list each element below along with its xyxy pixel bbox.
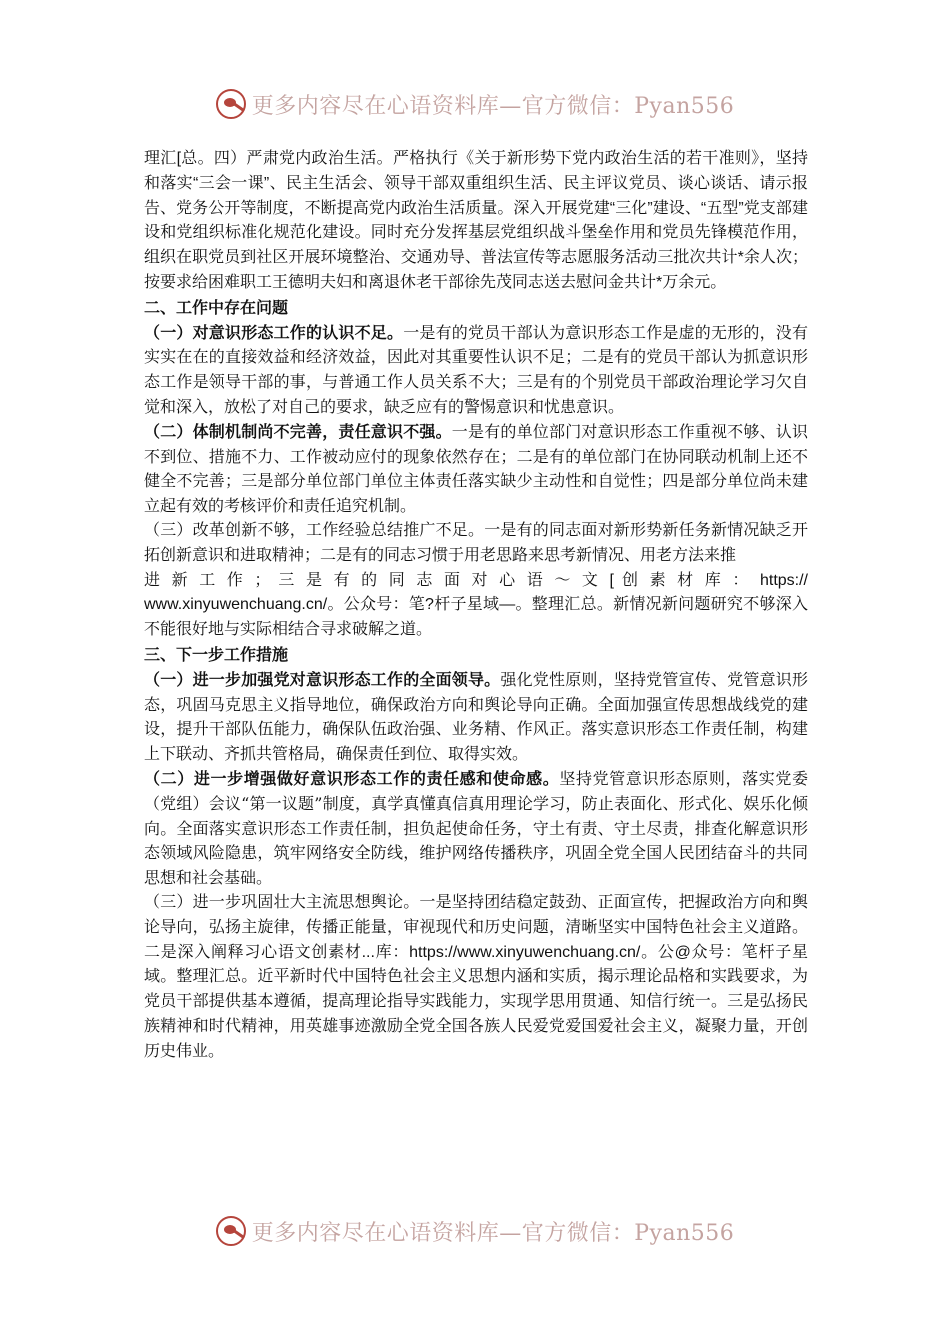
paragraph-lead: （二）体制机制尚不完善，责任意识不强。 <box>144 421 452 441</box>
brand-logo-icon <box>216 1216 246 1246</box>
paragraph-body: 强化党性原则，坚持党管宣传、党管意识形态，巩固马克思主义指导地位，确保政治方向和舆论导向正确。全面加强宣传思想战线党的建设，提升干部队伍能力，确保队伍政治强、业务精、作风正。落实意识形态工作责任制，构建上下联动、齐抓共管格局，确保责任到位、取得实效。 <box>144 669 808 764</box>
section-2-paragraph-3 <box>144 519 808 643</box>
section-2-heading: 二、工作中存在问题 <box>144 297 289 317</box>
section-2-paragraph-2 <box>144 420 808 519</box>
footer-watermark <box>0 1211 950 1251</box>
paragraph-line: www.xinyuwenchuang.cn/。公众号：笔?杆子星域—。整理汇总。新情况新问题研究不够深入不能很好地与实际相结合寻求破解之道。 <box>144 596 808 639</box>
paragraph-lead: （一）对意识形态工作的认识不足。 <box>144 322 404 342</box>
section-3-paragraph-3: （三）进一步巩固壮大主流思想舆论。一是坚持团结稳定鼓劲、正面宣传，把握政治方向和舆论导向，弘扬主旋律，传播正能量，审视现代和历史问题，清晰坚实中国特色社会主义道路。二是深入阐释习心语文创素材...库：https://www.xinyuwenchuang.cn/。公@众号：笔杆子星域。整理汇总。近平新时代中国特色社会主义思想内涵和实质，揭示理论品格和实践要求，为党员干部提供基本遵循，提高理论指导实践能力，实现学思用贯通、知信行统一。三是弘扬民族精神和时代精神，用英雄事迹激励全党全国各族人民爱党爱国爱社会主义，凝聚力量，开创历史伟业。 <box>144 893 808 1060</box>
intro-paragraph: 理汇[总。四）严肃党内政治生活。严格执行《关于新形势下党内政治生活的若干准则》，坚持和落实“三会一课”、民主生活会、领导干部双重组织生活、民主评议党员、谈心谈话、请示报告、党务公开等制度，不断提高党内政治生活质量。深入开展党建“三化”建设、“五型”党支部建设和党组织标准化规范化建设。同时充分发挥基层党组织战斗堡垒作用和党员先锋模范作用，组织在职党员到社区开展环境整治、交通劝导、普法宣传等志愿服务活动三批次共计*余人次；按要求给困难职工王德明夫妇和离退休老干部徐先茂同志送去慰问金共计*万余元。 <box>144 150 808 291</box>
brand-logo-icon <box>216 89 246 119</box>
document-body <box>144 147 808 1064</box>
paragraph-lead: （二）进一步增强做好意识形态工作的责任感和使命感。 <box>144 768 560 788</box>
paragraph-lead: （一）进一步加强党对意识形态工作的全面领导。 <box>144 669 501 689</box>
section-2-paragraph-1 <box>144 321 808 420</box>
section-3-heading: 三、下一步工作措施 <box>144 644 289 664</box>
paragraph-line: （三）改革创新不够，工作经验总结推广不足。一是有的同志面对新形势新任务新情况缺乏开拓创新意识和进取精神；二是有的同志习惯于用老思路来思考新情况、用老方法来推 <box>144 521 808 564</box>
header-watermark-text: 更多内容尽在心语资料库—官方微信：Pyan556 <box>251 93 735 119</box>
section-3-paragraph-1 <box>144 668 808 767</box>
paragraph-body: 一是有的党员干部认为意识形态工作是虚的无形的，没有实实在在的直接效益和经济效益，因此对其重要性认识不足；二是有的党员干部认为抓意识形态工作是领导干部的事，与普通工作人员关系不大；三是有的个别党员干部政治理论学习欠自觉和深入，放松了对自己的要求，缺乏应有的警惕意识和忧患意识。 <box>144 322 808 416</box>
header-watermark <box>0 84 950 124</box>
paragraph-body: 坚持党管意识形态原则，落实党委（党组）会议“第一议题”制度，真学真懂真信真用理论学习，防止表面化、形式化、娱乐化倾向。全面落实意识形态工作责任制，担负起使命任务，守土有责、守土尽责，排查化解意识形态领域风险隐患，筑牢网络安全防线，维护网络传播秩序，巩固全党全国人民团结奋斗的共同思想和社会基础。 <box>144 768 808 888</box>
section-3-paragraph-2 <box>144 767 808 891</box>
paragraph-body: 一是有的单位部门对意识形态工作重视不够、认识不到位、措施不力、工作被动应付的现象依然存在；二是有的单位部门在协同联动机制上还不健全不完善；三是部分单位部门单位主体责任落实缺少主动性和自觉性；四是部分单位尚未建立起有效的考核评价和责任追究机制。 <box>144 421 808 516</box>
footer-watermark-text: 更多内容尽在心语资料库—官方微信：Pyan556 <box>251 1220 735 1246</box>
paragraph-line: 进 新 工 作 ； 三 是 有 的 同 志 面 对 心 语 ～ 文 [ 创 素 材 库 ： https:// <box>144 571 808 589</box>
